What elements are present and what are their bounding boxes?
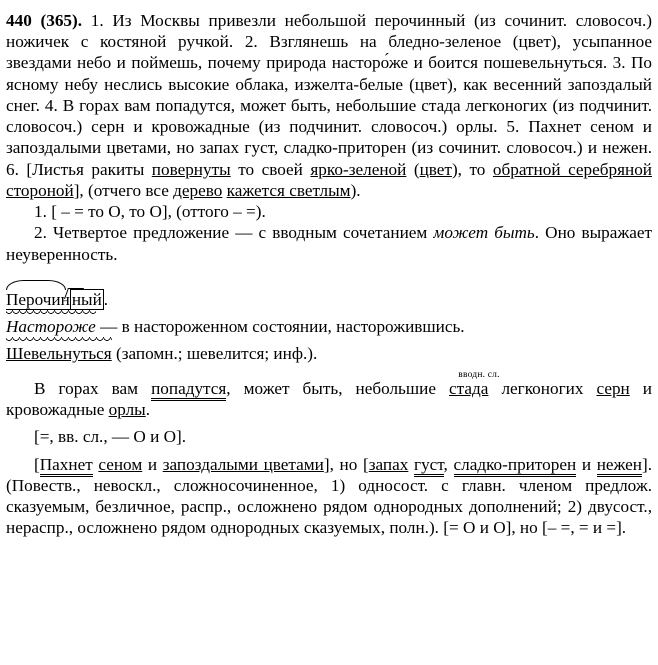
ms-part4: и кровожадные: [6, 379, 653, 420]
nastorozhe-word: Настороже: [6, 317, 96, 337]
derevo-underline: дерево: [173, 180, 223, 200]
exercise-paragraph: [0, 0, 658, 201]
obratnoy-underline: обратной серебряной стороной: [6, 159, 652, 200]
note-2: [0, 222, 658, 264]
shevelnutsya-word: Шевельнуться: [6, 344, 112, 364]
yarko-zelenoy-underline: ярко-зеленой: [310, 159, 407, 179]
final-analysis: [Пахнет сеном и запоздалыми цветами], но [запах густ, сладко-приторен и нежен]. (Повеств., невоскл., сложносочиненное, 1) односост. с главн. членом предлож. сказуемым, безличное, распр., осложнено рядом однородных дополнений; 2) двусост., нераспр., осложнено рядом однородных сказуемых, полн.). [= О и О], но [– =, = и =].: [6, 454, 653, 538]
spacer-1: [0, 265, 658, 275]
cvet-underline: цвет: [419, 159, 452, 179]
morph-analysis-line: [0, 275, 658, 310]
perochinnyj-dot: .: [103, 289, 109, 309]
nastorozhe-gloss: в настороженном состоянии, насторожившись.: [121, 317, 465, 337]
note-2-italic: может быть: [433, 223, 535, 243]
fa-senom: сеном: [98, 454, 143, 474]
fa-pahnet: Пахнет: [40, 455, 93, 477]
perochinnyj-word: [6, 289, 104, 310]
fa-zapozdalymi: запоздалыми цветами: [162, 454, 324, 474]
nyj-ending-box: ный: [71, 289, 102, 309]
kazhetsya-svetlym-underline: кажется светлым: [226, 180, 351, 200]
fa-zapah: запах: [368, 454, 409, 474]
ms-stada: стада: [449, 379, 489, 399]
shevelnutsya-gloss: (запомн.; шевелится; инф.).: [111, 344, 318, 364]
ms-popadutsya: попадутся: [151, 379, 226, 401]
fa-bracket-open: [: [34, 454, 40, 474]
ms-part3: легконогих: [488, 379, 597, 399]
exercise-text: 1. Из Москвы привезли небольшой перочинный (из сочинит. словосоч.) ножичек с костяной ручкой. 2. Взглянешь на бледно-зеленое (цвет), усыпанное звездами небо и поймешь, почему природа насторо́же и боится пошевельнуться. 3. По ясному небу неслись высокие облака, изжелта-белые (цвет), как весенний запоздалый снег. 4. В горах вам попадутся, может быть, небольшие стада легконогих (из подчинит. словосоч.) серн и кровожадные (из подчинит. словосоч.) орлы. 5. Пахнет сеном и запоздалыми цветами, но запах густ, сладко-приторен (из сочинит. словосоч.) и нежен. 6. [Листья ракиты повернуты то своей ярко-зеленой (цвет), то обратной серебряной стороной], (отчего все дерево кажется светлым).: [6, 11, 652, 200]
nastorozhe-dash: —: [95, 317, 122, 337]
marked-sentence: [0, 378, 658, 420]
root-arc-icon: [6, 280, 66, 290]
shevelnutsya-line: [0, 343, 658, 364]
fa-bracket-close-1: ], но [: [323, 454, 369, 474]
ms-part5: .: [145, 400, 151, 420]
perochin-root: Перочин: [6, 289, 70, 309]
fa-tail: (Повеств., невоскл., сложносочиненное, 1) односост. с главн. членом предлож. сказуемым, безличное, распр., осложнено рядом однородных дополнений; 2) двусост., нераспр., осложнено рядом однородных сказуемых, полн.). [= О и О], но [– =, = и =].: [6, 475, 652, 538]
scheme-2: [=, вв. сл., — О и О].: [34, 427, 187, 447]
fa-sladko: сладко-приторен: [454, 455, 577, 477]
nastorozhe-line: [0, 316, 658, 337]
fa-gust: густ: [414, 455, 444, 477]
fa-bracket-close-2: ].: [642, 454, 653, 474]
scheme-1: 1. [ – = то О, то О], (оттого – =).: [34, 202, 266, 222]
povernuty-underline: повернуты: [151, 159, 231, 179]
exercise-number: 440 (365).: [6, 11, 83, 30]
fa-nezhen: нежен: [597, 455, 642, 477]
ms-part2: , может быть, небольшие: [226, 379, 450, 399]
note-2-lead: 2. Четвертое предложение — с вводным сочетанием: [34, 223, 434, 243]
note-2-tail: . Оно выражает неуверенность.: [6, 223, 653, 264]
ms-orly: орлы: [108, 400, 146, 420]
ms-sern: серн: [596, 379, 630, 399]
vvodn-label: вводн. сл.: [458, 369, 500, 380]
ms-part1: В горах вам: [34, 379, 152, 399]
suffix-mark-icon: [66, 278, 96, 289]
